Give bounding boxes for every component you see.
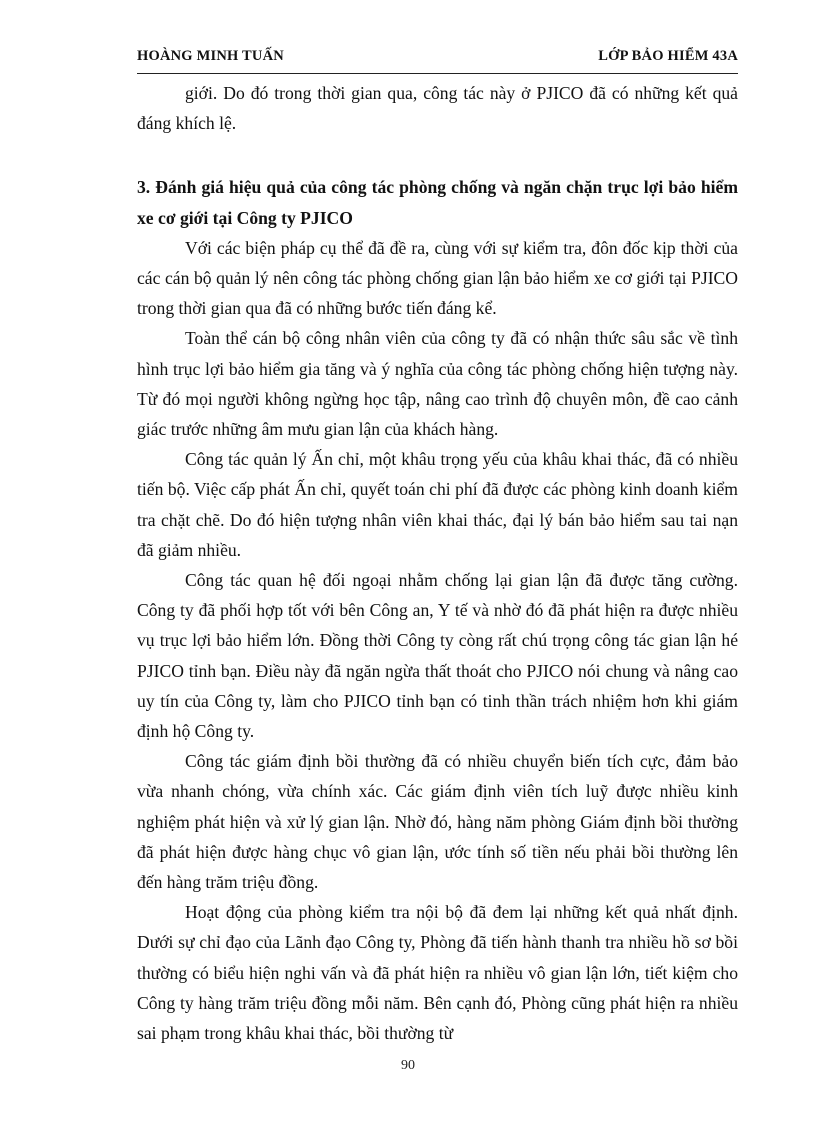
page-number: 90 <box>401 1058 415 1073</box>
page-header <box>137 48 738 70</box>
section-heading: 3. Đánh giá hiệu quả của công tác phòng chống và ngăn chặn trục lợi bảo hiểm xe cơ giới tại Công ty PJICO <box>137 177 738 228</box>
header-class-name: LỚP BẢO HIỂM 43A <box>598 48 738 64</box>
header-rule <box>137 73 738 74</box>
paragraph: Hoạt động của phòng kiểm tra nội bộ đã đem lại những kết quả nhất định. Dưới sự chỉ đạo của Lãnh đạo Công ty, Phòng đã tiến hành thanh tra nhiều hồ sơ bồi thường có biểu hiện nghi vấn và đã phát hiện ra nhiều vô gian lận lớn, tiết kiệm cho Công ty hàng trăm triệu đồng mỗi năm. Bên cạnh đó, Phòng cũng phát hiện ra nhiều sai phạm trong khâu khai thác, bồi thường từ <box>137 902 738 1044</box>
paragraph: Công tác quản lý Ấn chỉ, một khâu trọng yếu của khâu khai thác, đã có nhiều tiến bộ. Việc cấp phát Ấn chỉ, quyết toán chi phí đã được các phòng kinh doanh kiểm tra chặt chẽ. Do đó hiện tượng nhân viên khai thác, đại lý bán bảo hiểm sau tai nạn đã giảm nhiều. <box>137 449 738 560</box>
paragraph: Công tác giám định bồi thường đã có nhiều chuyển biến tích cực, đảm bảo vừa nhanh chóng, vừa chính xác. Các giám định viên tích luỹ được nhiều kinh nghiệm phát hiện và xử lý gian lận. Nhờ đó, hàng năm phòng Giám định bồi thường đã phát hiện được hàng chục vô gian lận, ước tính số tiền nếu phải bồi thường lên đến hàng trăm triệu đồng. <box>137 751 738 893</box>
continued-paragraph: giới. Do đó trong thời gian qua, công tác này ở PJICO đã có những kết quả đáng khích lệ. <box>137 83 738 134</box>
paragraph: Với các biện pháp cụ thể đã đề ra, cùng với sự kiểm tra, đôn đốc kịp thời của các cán bộ quản lý nên công tác phòng chống gian lận bảo hiểm xe cơ giới tại PJICO trong thời gian qua đã có những bước tiến đáng kể. <box>137 237 738 319</box>
paragraph: Toàn thể cán bộ công nhân viên của công ty đã có nhận thức sâu sắc về tình hình trục lợi bảo hiểm gia tăng và ý nghĩa của công tác phòng chống hiện tượng này. Từ đó mọi người không ngừng học tập, nâng cao trình độ chuyên môn, đề cao cảnh giác trước những âm mưu gian lận của khách hàng. <box>137 328 738 440</box>
paragraph: Công tác quan hệ đối ngoại nhằm chống lại gian lận đã được tăng cường. Công ty đã phối hợp tốt với bên Công an, Y tế và nhờ đó đã phát hiện ra được nhiều vụ trục lợi bảo hiểm lớn. Đồng thời Công ty còng rất chú trọng công tác gian lận hé PJICO tỉnh bạn. Điều này đã ngăn ngừa thất thoát cho PJICO nói chung và nâng cao uy tín của Công ty, làm cho PJICO tỉnh bạn có tinh thần trách nhiệm hơn khi giám định hộ Công ty. <box>137 570 738 742</box>
header-author: HOÀNG MINH TUẤN <box>137 48 284 64</box>
document-body <box>137 78 738 1048</box>
